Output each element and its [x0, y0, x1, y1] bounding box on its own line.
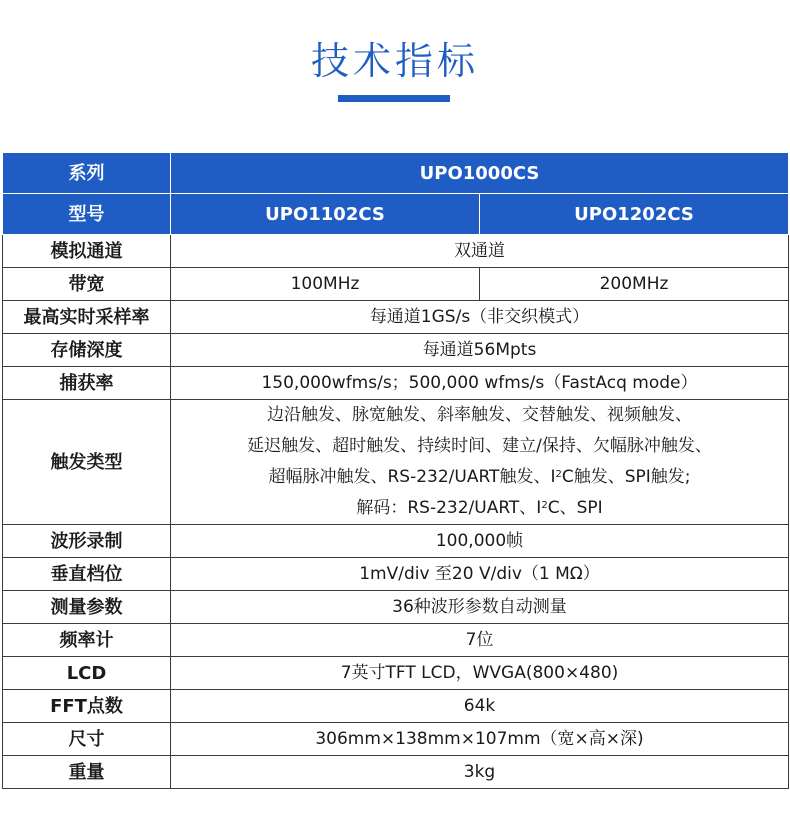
row-value-a: 100MHz — [171, 268, 480, 301]
table-row — [3, 525, 789, 558]
trigger-line-part: 超幅脉冲触发、RS-232/UART触发、I — [268, 467, 556, 487]
table-row — [3, 301, 789, 334]
table-row — [3, 400, 789, 525]
row-label: 捕获率 — [3, 367, 171, 400]
row-value: 1mV/div 至20 V/div（1 MΩ） — [171, 558, 789, 591]
table-row — [3, 558, 789, 591]
row-value: 36种波形参数自动测量 — [171, 591, 789, 624]
row-value: 100,000帧 — [171, 525, 789, 558]
trigger-line: 延迟触发、超时触发、持续时间、建立/保持、欠幅脉冲触发、 — [247, 436, 712, 456]
page-title: 技术指标 — [310, 39, 479, 83]
model-b: UPO1202CS — [480, 194, 789, 235]
row-label: 触发类型 — [3, 400, 171, 525]
spec-table — [2, 152, 789, 789]
row-value: 306mm×138mm×107mm（宽×高×深) — [171, 723, 789, 756]
row-value: 双通道 — [171, 235, 789, 268]
trigger-types — [171, 400, 789, 525]
row-label: LCD — [3, 657, 171, 690]
row-label: 存储深度 — [3, 334, 171, 367]
table-row — [3, 235, 789, 268]
row-label: 测量参数 — [3, 591, 171, 624]
title-underline — [338, 95, 450, 102]
row-label: 模拟通道 — [3, 235, 171, 268]
series-row — [3, 153, 789, 194]
model-a: UPO1102CS — [171, 194, 480, 235]
table-row — [3, 367, 789, 400]
table-row — [3, 723, 789, 756]
table-row — [3, 334, 789, 367]
decode-line-part: C、SPI — [547, 498, 603, 518]
table-row — [3, 756, 789, 789]
row-label: 垂直档位 — [3, 558, 171, 591]
trigger-line — [175, 462, 784, 493]
model-row — [3, 194, 789, 235]
row-value: 7英寸TFT LCD，WVGA(800×480) — [171, 657, 789, 690]
row-value: 7位 — [171, 624, 789, 657]
series-label: 系列 — [3, 153, 171, 194]
row-label: 重量 — [3, 756, 171, 789]
row-label: FFT点数 — [3, 690, 171, 723]
row-value: 每通道56Mpts — [171, 334, 789, 367]
superscript: 2 — [541, 500, 548, 511]
row-label: 最高实时采样率 — [3, 301, 171, 334]
table-row — [3, 268, 789, 301]
trigger-line: 边沿触发、脉宽触发、斜率触发、交替触发、视频触发、 — [267, 405, 692, 425]
table-row — [3, 591, 789, 624]
row-label: 波形录制 — [3, 525, 171, 558]
table-row — [3, 657, 789, 690]
trigger-line-part: C触发、SPI触发; — [561, 467, 691, 487]
row-label: 频率计 — [3, 624, 171, 657]
series-value: UPO1000CS — [171, 153, 789, 194]
row-value: 每通道1GS/s（非交织模式） — [171, 301, 789, 334]
model-label: 型号 — [3, 194, 171, 235]
decode-line-part: 解码：RS-232/UART、I — [356, 498, 542, 518]
row-value: 64k — [171, 690, 789, 723]
table-row — [3, 690, 789, 723]
decode-line — [175, 493, 784, 524]
row-value: 3kg — [171, 756, 789, 789]
table-row — [3, 624, 789, 657]
row-value: 150,000wfms/s；500,000 wfms/s（FastAcq mode） — [171, 367, 789, 400]
row-label: 尺寸 — [3, 723, 171, 756]
superscript: 2 — [555, 469, 562, 480]
row-label: 带宽 — [3, 268, 171, 301]
row-value-b: 200MHz — [480, 268, 789, 301]
